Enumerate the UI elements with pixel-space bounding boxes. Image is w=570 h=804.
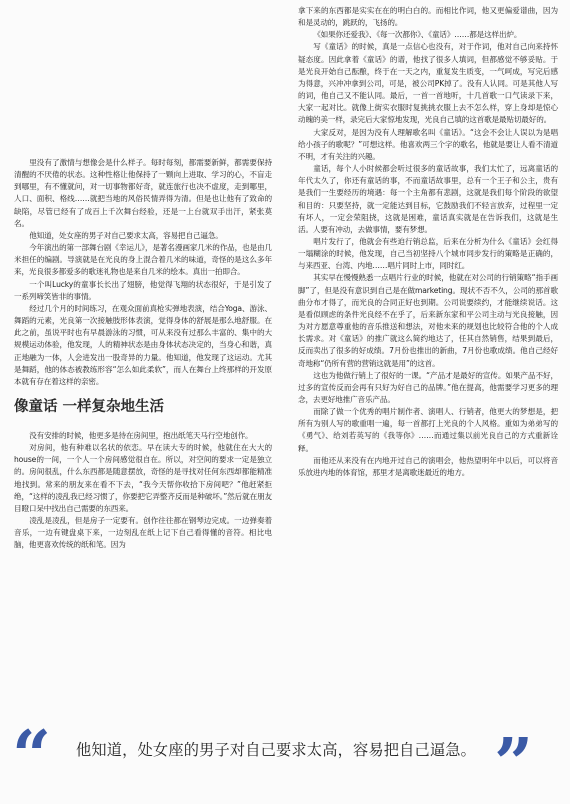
pull-quote-text: 他知道，处女座的男子对自己要求太高，容易把自己逼急。 [76, 741, 477, 759]
paragraph: 一个叫Lucky的童事长长出了翅膀，他觉得飞翔的状态很好，于是引发了一系列啼笑皆非的事情。 [14, 279, 272, 301]
paragraph: 其实早在慢慢熟悉一点唱片行业的时候，他就在对公司的行销策略“指手画脚”了，但是没有意识到自己是在做marketing。现状不否不久，公司的那首歌曲分布才得了，而光良的合同正好也到期。公司说要续约，才能继续说话。这是看似顾虑的条件光良经不在乎了，后来新东家和平公司主动与光良接触，因为对方愿意尊重他的音乐推送和想法，对他未来的规划也比较符合他的个人成长需求。对《童话》的推广就这么简约地达了，任其自然销售，结果到最后，反而卖出了很多的好成绩。7月份也推出的新曲，7月份也歌成绩。他自己经好奇地称“仍所有营的营销这就是用”的这首。 [298, 273, 558, 368]
paragraph: 大家反对，是因为没有人理解歌名叫《童话》。“这会不会让人误以为是唱给小孩子的歌呢？”可想这样。他喜欢两三个字的歌名，他就是要让人看不清道不明，才有关注的兴趣。 [298, 127, 558, 161]
paragraph: 拿下来的东西都是实实在在的明白白的。而相比作词，他又更偏爱谱曲，因为和是灵动的，跳跃的，飞扬的。 [298, 6, 558, 28]
paragraph: 童话，每个人小时候都会听过很多的童话故事，我们太忙了，远离童话的年代太久了，你还有童话的事，不而童话故事里，总有一个王子和公主，贵有是我们一生要经历的境遇：每一个主角都有悲剧，这就是我们每个阶段的欲望和目的：只要坚持，就一定能达到目标，它鼓励我们不轻言放弃，过程里一定有坏人，一定会荣阻挠，这就是困难，童话真实就是在告诉我们，这就是生活。人要有冲动，去做事情，要有梦想。 [298, 164, 558, 234]
open-quote-mark: “ [12, 716, 52, 796]
paragraph: 没有安排的时候，他更多是待在房间里，抱出纸笔天马行空地创作。 [29, 430, 253, 440]
paragraph: 里没有了激情与想像会是什么样子。每时每刻，都需要新鲜，都需要保持清醒的不厌倦的状态。这种性格让他保持了一颗向上进取、学习的心，不盲走到哪里，有不懂就问，对一切事物都好奇，就连旅行也决不虚度，走到哪里，人口、面积、格线……就把当地的风俗民情弄得为清。但是也让他有了致命的缺陷，尽管已经有了成百上千次舞台经验，还是一上台就双手出汗，紧张莫名。 [14, 158, 272, 228]
close-quote-mark: ” [494, 724, 534, 804]
section-heading: 像童话 一样复杂地生活 [14, 397, 165, 415]
paragraph: 他知道，处女座的男子对自己要求太高，容易把自己逼急。 [29, 230, 223, 240]
paragraph: 唱片发行了，他就会有些迫行销总监，后来在分析为什么《童话》会红得一塌糊涂的时候，他发现，自己当初坚持八个城市同步发行的策略是正确的，与来西亚、台湾、内地……唱片同时上市，同时红。 [298, 236, 558, 271]
pull-quote [0, 716, 570, 804]
paragraph: 《如果你还爱我》、《每一次都你》、《童话》……都是这样出炉。 [313, 30, 522, 40]
paragraph: 而他还从来没有在内地开过自己的演唱会，他热望明年中以后，可以将音乐放进内地的体育馆，那里才是离歌迷最近的地方。 [298, 455, 558, 477]
article-right-column [298, 5, 558, 687]
paragraph: 而除了做一个优秀的唱片制作者、演唱人、行销者，他更大的梦想是，把所有为别人写的歌重唱一遍，每一首都打上光良的个人风格。重如为弟弟写的《勇气》、给刘若英写的《我等你》……而通过集以前光良自己的方式重新诠释。 [298, 407, 558, 453]
paragraph: 今年演出的第一部舞台剧《幸运儿》，是著名漫画家几米的作品，也是由几米担任的编剧。导演就是在光良的身上混合着几米的味道，奇怪的是这么多年来，光良很多都爱多的歌迷礼物也是来自几米的绘本。真出一拍即合。 [14, 243, 272, 277]
article-left-column [14, 157, 272, 687]
paragraph: 对房间，他有种难以名状的依恋。早在读大专的时候，他就住在大大的house的一间，一个人一个房间感觉很自在。所以，对空间的要求一定是独立的。房间很乱，什么东西都是随意摆放，奇怪的是寻找对任何东西却都能精准地找到。常来的朋友来在看不下去，“我今天帮你收拾下房间吧？”他赶紧拒绝，“这样的凌乱我已经习惯了，你要把它弄整齐反而是种破坏。”然后就在朋友目瞪口呆中找出自己需要的东西来。 [14, 443, 272, 513]
paragraph: 这也为他做行销上了很好的一课。“产品才是最好的宣传。如果产品不好，过多的宣传反而会再有只好为好自己的品牌。”他在提高，他需要学习更多的理念，去更好地推广音乐产品。 [298, 370, 558, 404]
paragraph: 写《童话》的时候，真是一点信心也没有，对于作词，他对自己向来持怀疑态度。因此拿着《童话》的谱，他找了很多人填词，但都感觉不够妥贴。于是光良开始自己酝酿，终于在一天之内，重复发生质变，一气呵成，写完后感为得意，兴冲冲拿到公司，可是，被公司PK掉了。没有人认同。可是其他人写的词，他自己又不能认同。最后，一首一首地听，十几首歌一口气读录下来，大家一起对比。就像上街实衣服时复挑挑衣服上去不怎么样，穿上身却是惊心动魄的美一样，录完后大家惊地发现，光良自己填的这首歌是最贴切最好的。 [298, 42, 558, 125]
paragraph: 凌乱是凌乱，但是房子一定要有。创作往往都在钢琴边完成。一边弹奏着音乐，一边有键盘桌下来，一边刻乱在纸上记下自己看得懂的音符。相比电脑，他更喜欢传统的纸和笔。因为 [14, 516, 272, 550]
paragraph: 经过几个月的时间练习，在观众面前真枪实弹地表演，结合Yoga、游泳、舞蹈的元素，光良第一次接触肢形体表演，觉得身体的舒展是那么地舒服。在此之前，虽说平时也有早晨游泳的习惯，可从来没有过那么丰富的、集中的大规模运动体验，他发现，人的精神状态是由身体状态决定的，当身心和谐，真正地融为一体，人会进发出一股奇异的力量。他知道，他发现了这运动。尤其是舞蹈，他的体态被教练形容“怎么如此柔软”，而人在舞台上终那样的开发原本就有存在着这样的亲密。 [14, 303, 272, 386]
